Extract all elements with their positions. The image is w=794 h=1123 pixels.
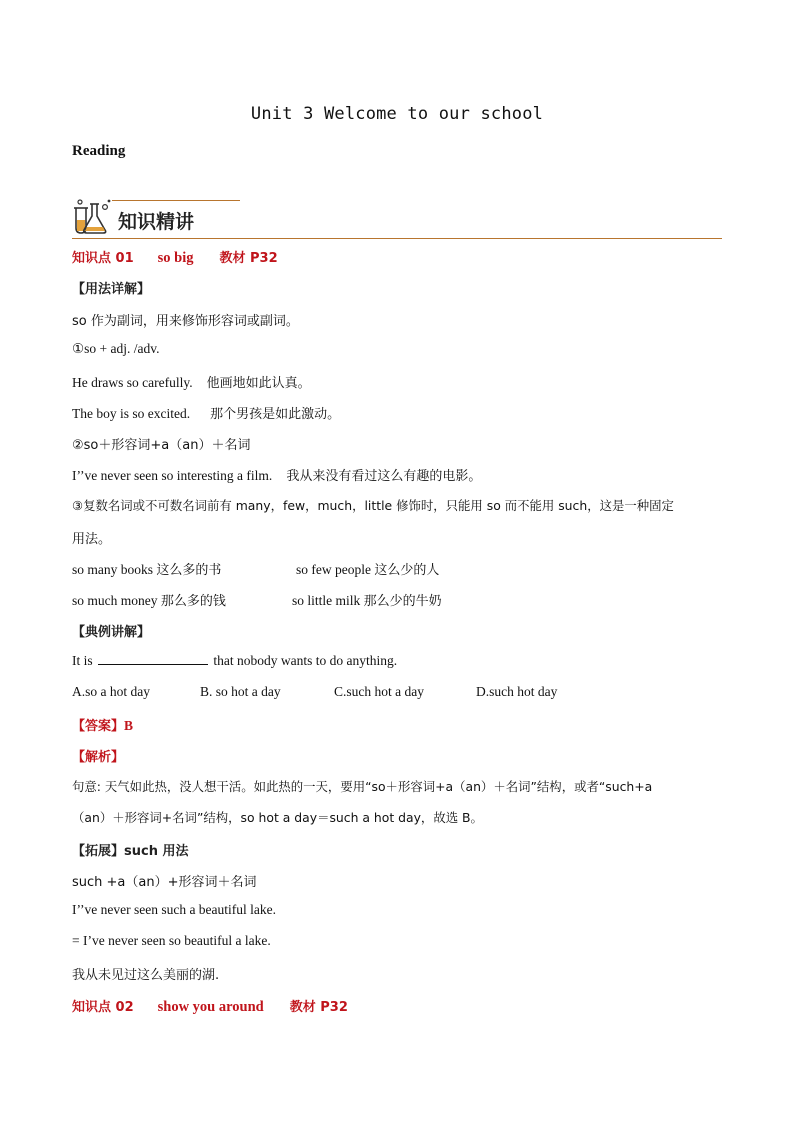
phrase-1-en: so many books [72, 562, 153, 577]
analysis-line-1 [72, 777, 652, 795]
option-b: B. so hot a day [200, 684, 281, 699]
section-header [72, 196, 722, 240]
extend-example-cn-text: 我从未见过这么美丽的湖. [72, 968, 220, 983]
rule-3-text-2: 用法。 [72, 532, 112, 547]
question [72, 652, 397, 669]
analysis-tag-line [72, 746, 124, 765]
phrase-4-cn: 那么少的牛奶 [363, 594, 442, 609]
option-c: C.such hot a day [334, 684, 424, 699]
usage-intro [72, 310, 299, 329]
example-1 [72, 372, 311, 391]
rule-2 [72, 434, 250, 453]
analysis-tag: 【解析】 [72, 750, 125, 765]
rule-3-line-1 [72, 496, 722, 514]
phrase-row-1 [72, 559, 439, 578]
analysis-text-2: （an）＋形容词+名词”结构，so hot a day＝such a hot day，故选 B。 [72, 810, 483, 825]
extend-example-1: I’’ve never seen such a beautiful lake. [72, 902, 277, 917]
example-3-cn: 我从来没有看过这么有趣的电影。 [286, 469, 482, 484]
phrase-1-cn: 这么多的书 [156, 563, 222, 578]
header-top-rule [112, 200, 240, 201]
example-3-en: I’’ve never seen so interesting a film. [72, 468, 273, 483]
phrase-2 [296, 562, 439, 577]
kp2-ref: 教材 P32 [289, 1000, 348, 1015]
knowledge-point-02 [72, 996, 348, 1016]
phrase-2-en: so few people [296, 562, 371, 577]
extend-line [72, 840, 189, 859]
phrase-3-cn: 那么多的钱 [160, 594, 226, 609]
rule-1: ①so + adj. /adv. [72, 341, 160, 356]
extend-tag: 【拓展】 [72, 844, 125, 859]
section-label: 知识精讲 [118, 211, 195, 233]
kp1-phrase: so big [157, 250, 194, 266]
phrase-1 [72, 559, 296, 578]
kp1-number: 知识点 01 [72, 251, 134, 266]
knowledge-point-01 [72, 247, 278, 267]
analysis-text-1: 句意: 天气如此热，没人想干活。如此热的一天，要用“so＋形容词+a（an）＋名词”结构，或者“such+a [72, 779, 653, 794]
extend-rule [72, 871, 257, 890]
header-bottom-rule [72, 238, 722, 239]
example-2-en: The boy is so excited. [72, 406, 191, 421]
example-tag: 【典例讲解】 [72, 625, 151, 640]
answer-line [72, 715, 133, 734]
page-title: Unit 3 Welcome to our school [250, 104, 544, 124]
answer-tag: 【答案】 [72, 719, 125, 734]
rule-2-text: ②so＋形容词+a（an）＋名词 [72, 438, 251, 453]
kp2-number: 知识点 02 [72, 1000, 134, 1015]
phrase-3-en: so much money [72, 593, 158, 608]
phrase-4 [292, 593, 442, 608]
usage-intro-text: so 作为副词，用来修饰形容词或副词。 [72, 314, 299, 329]
phrase-3 [72, 590, 292, 609]
phrase-4-en: so little milk [292, 593, 361, 608]
analysis-line-2 [72, 808, 483, 826]
rule-3-line-2 [72, 528, 111, 547]
usage-tag: 【用法详解】 [72, 282, 151, 297]
extend-example-cn [72, 964, 219, 983]
extend-title: such 用法 [124, 844, 189, 859]
example-3 [72, 465, 481, 484]
question-post: that nobody wants to do anything. [213, 653, 398, 668]
example-1-en: He draws so carefully. [72, 375, 193, 390]
subtitle: Reading [72, 143, 126, 159]
answer-blank [98, 652, 208, 665]
kp2-phrase: show you around [157, 999, 264, 1015]
extend-rule-text: such +a（an）+形容词＋名词 [72, 875, 257, 890]
example-2 [72, 403, 340, 422]
example-2-cn: 那个男孩是如此激动。 [210, 407, 341, 422]
phrase-row-2 [72, 590, 442, 609]
answer-value: B [124, 718, 134, 733]
option-a: A.so a hot day [72, 684, 150, 699]
question-pre: It is [72, 653, 93, 668]
option-d: D.such hot day [476, 684, 558, 699]
phrase-2-cn: 这么少的人 [374, 563, 440, 578]
example-1-cn: 他画地如此认真。 [206, 376, 311, 391]
kp1-ref: 教材 P32 [219, 251, 278, 266]
options-row [72, 684, 557, 700]
rule-3-text-1: ③复数名词或不可数名词前有 many，few，much，little 修饰时，只能用 so 而不能用 such，这是一种固定 [72, 498, 674, 513]
extend-example-2: = I’ve never seen so beautiful a lake. [72, 933, 271, 948]
